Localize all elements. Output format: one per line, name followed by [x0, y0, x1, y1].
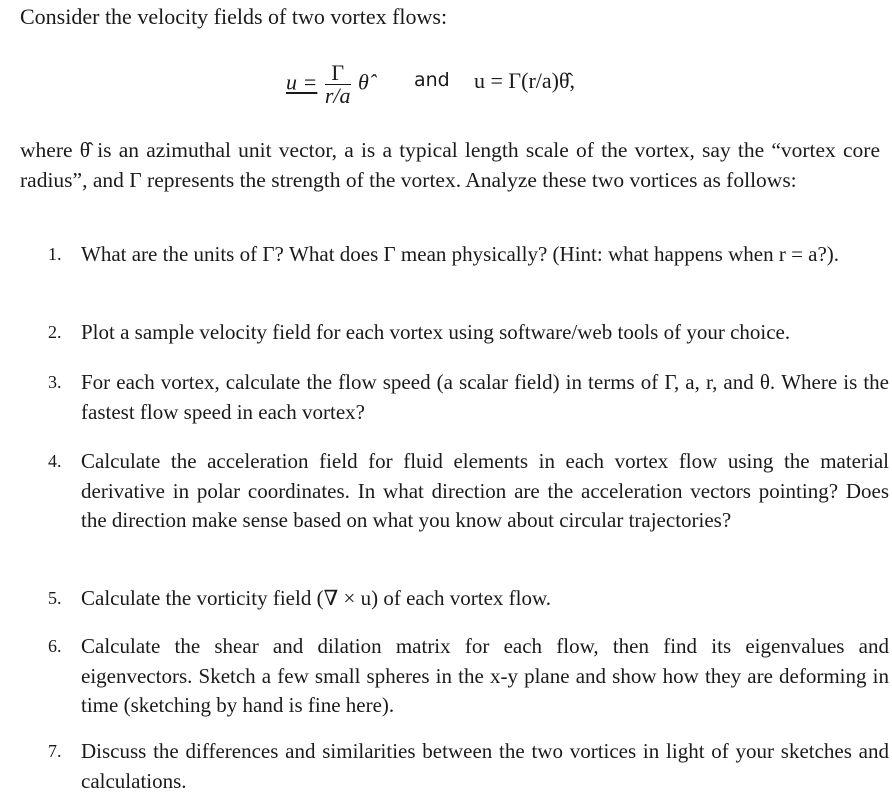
- question-text: For each vortex, calculate the flow speed (a scalar field) in terms of Γ, a, r, and θ. Where is the fastest flow speed in each vortex?: [81, 370, 889, 424]
- intro-text: Consider the velocity fields of two vortex flows:: [20, 4, 448, 29]
- question-number: 2.: [48, 322, 62, 342]
- equation-connector: and: [414, 69, 450, 91]
- question-number: 7.: [48, 741, 62, 761]
- question-text: What are the units of Γ? What does Γ mean physically? (Hint: what happens when r = a?).: [81, 242, 840, 266]
- velocity-equations: [286, 52, 626, 112]
- description-paragraph: where θ̂ is an azimuthal unit vector, a is a typical length scale of the vortex, say the “vortex core radius”, and Γ represents the strength of the vortex. Analyze these two vortices as follows:: [20, 138, 880, 192]
- question-text: Discuss the differences and similarities between the two vortices in light of your sketches and calculations.: [81, 739, 889, 793]
- question-number: 6.: [48, 636, 62, 656]
- question-text: Plot a sample velocity field for each vortex using software/web tools of your choice.: [81, 320, 791, 344]
- question-text: Calculate the shear and dilation matrix for each flow, then find its eigenvalues and eigenvectors. Sketch a few small spheres in the x-y plane and show how they are deforming in time (sketching by hand is fine here).: [81, 634, 889, 717]
- question-number: 3.: [48, 372, 62, 392]
- equation-1: [286, 62, 369, 107]
- question-number: 5.: [48, 588, 62, 608]
- equation-1-unit-vector: θ̂: [358, 69, 369, 95]
- equation-1-denominator: r/a: [324, 83, 351, 108]
- question-text: Calculate the vorticity field (∇ × u) of each vortex flow.: [81, 586, 552, 610]
- question-text: Calculate the acceleration field for fluid elements in each vortex flow using the material derivative in polar coordinates. In what direction are the acceleration vectors pointing? Does the direction make sense based on what you know about circular trajectories?: [81, 449, 889, 532]
- question-number: 4.: [48, 451, 62, 471]
- equation-1-numerator: Γ: [325, 62, 351, 85]
- equation-1-fraction: [325, 62, 351, 107]
- equation-1-lhs: u =: [286, 69, 318, 95]
- question-number: 1.: [48, 244, 62, 264]
- equation-2: u = Γ(r/a)θ̂,: [474, 68, 576, 93]
